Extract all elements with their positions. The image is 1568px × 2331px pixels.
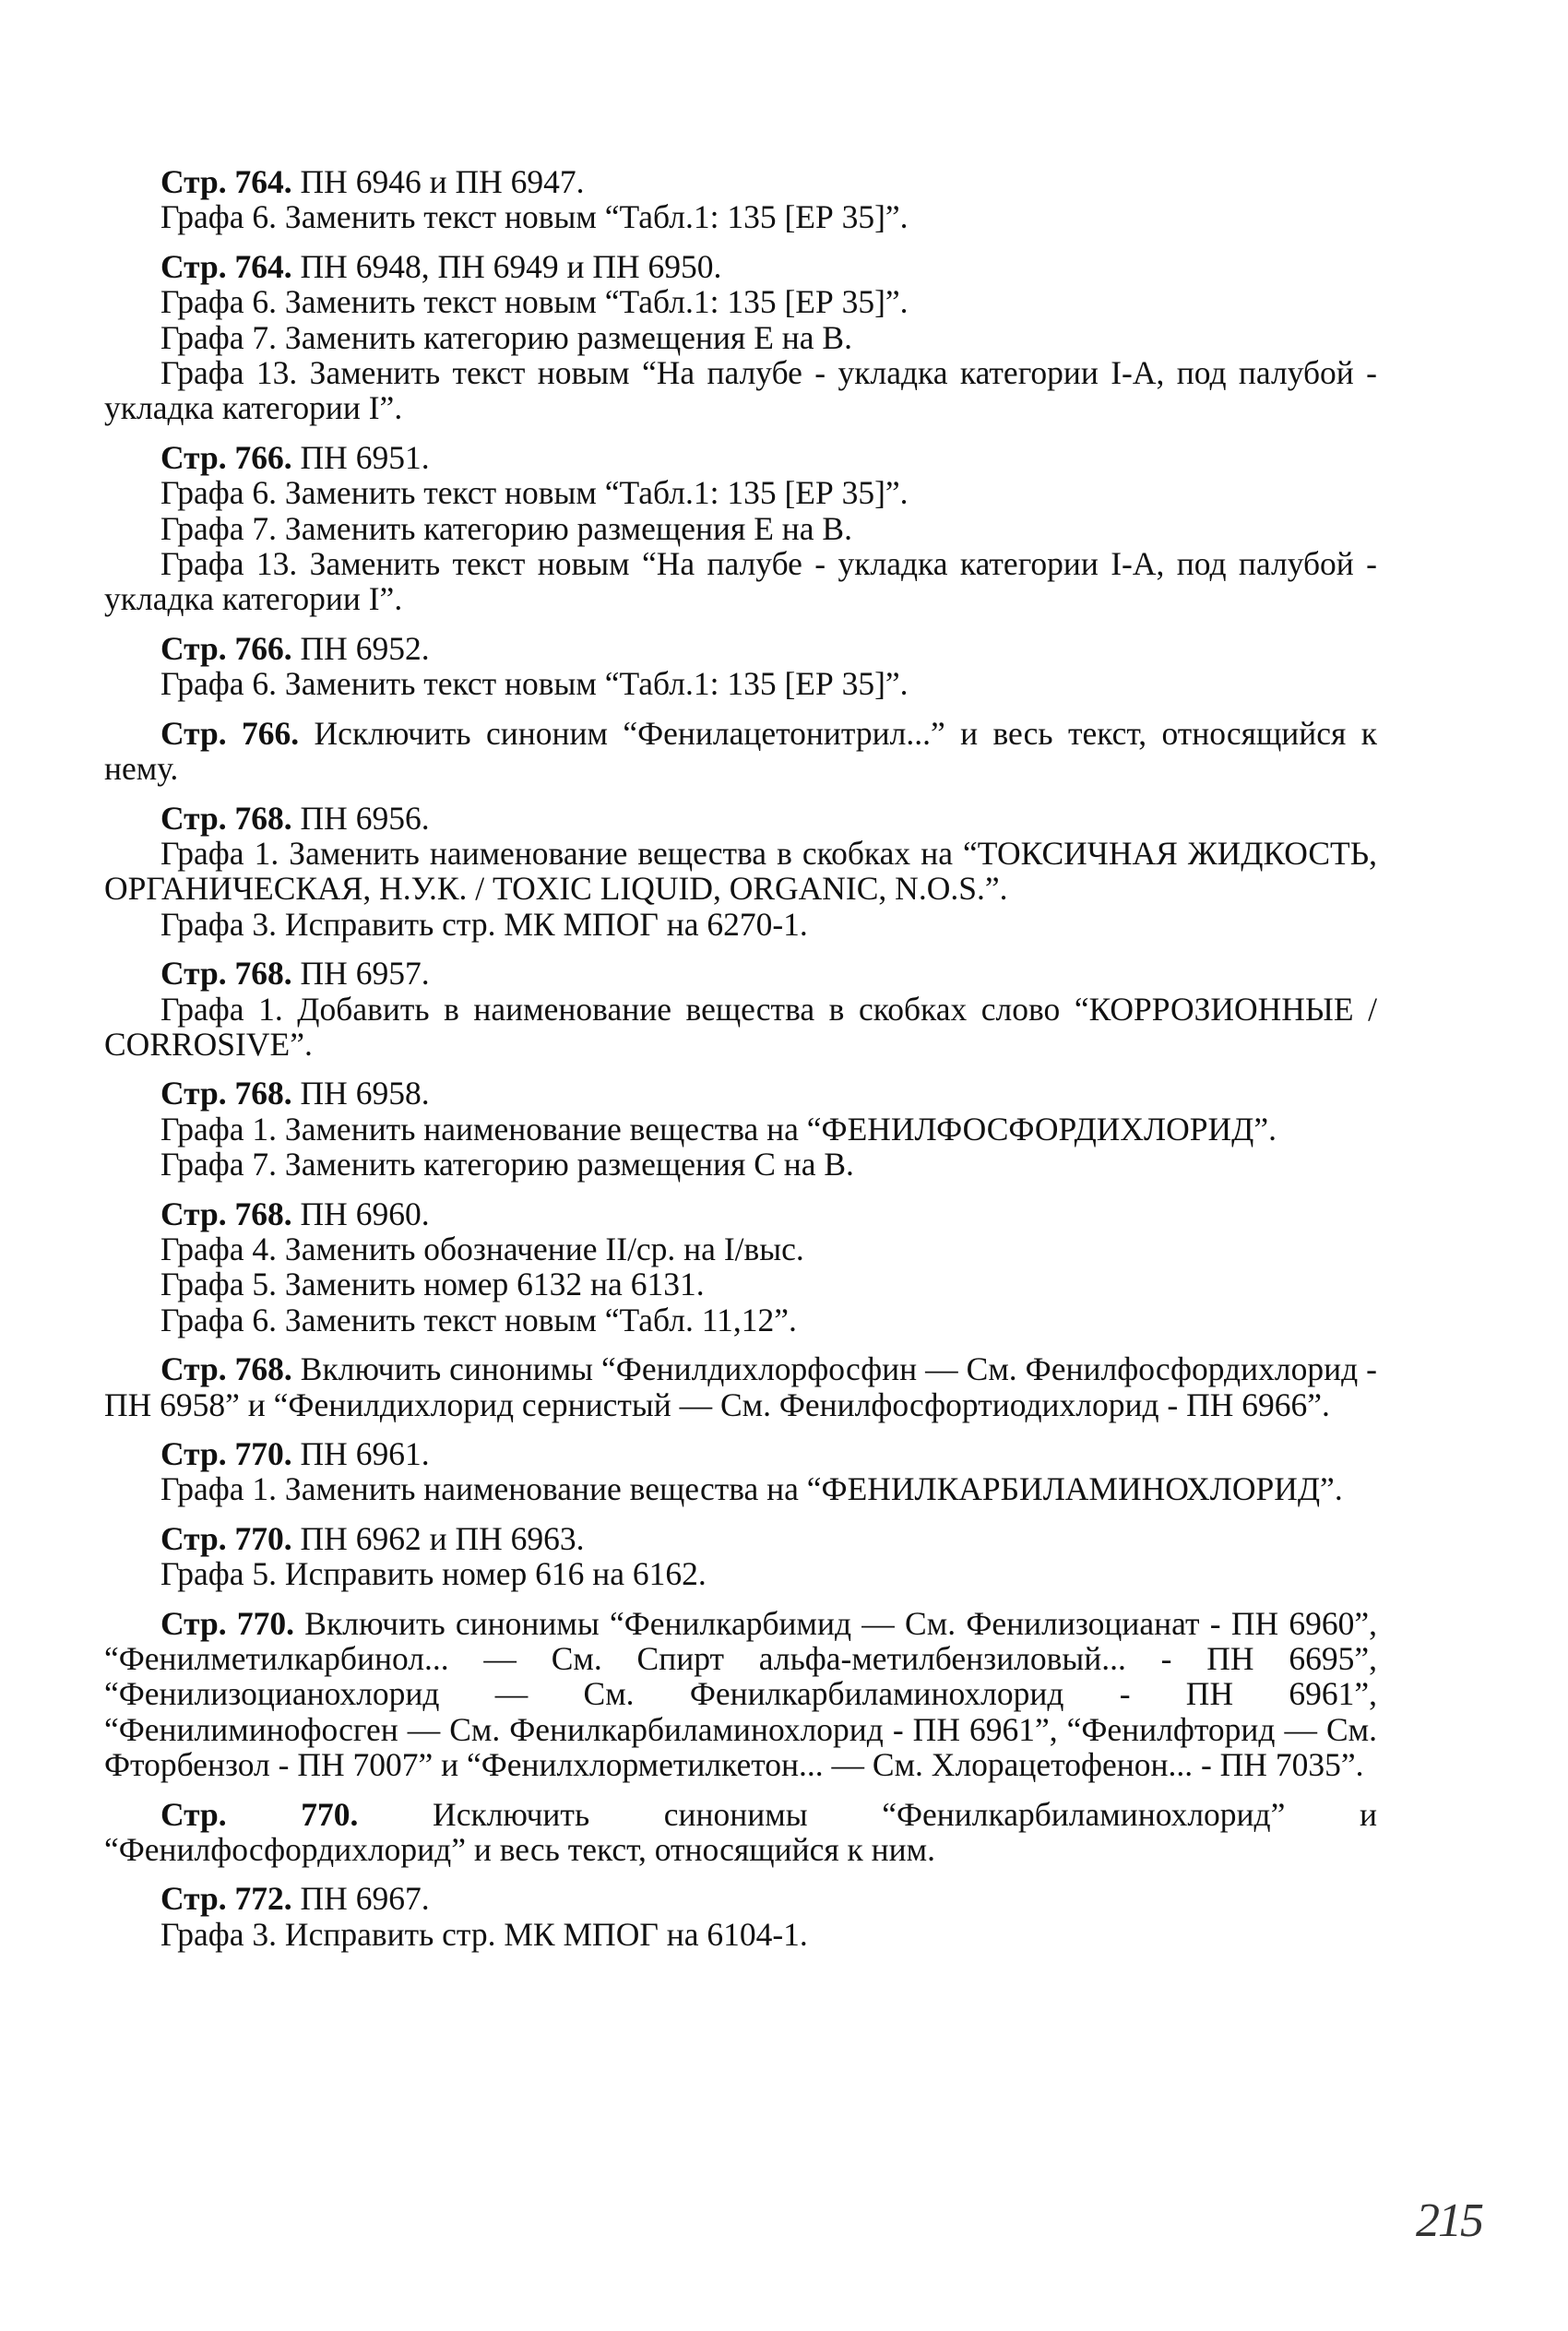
column-instruction: Графа 1. Заменить наименование вещества на “ФЕНИЛФОСФОРДИХЛОРИД”.	[160, 1110, 1277, 1148]
entry-text: ПН 6960.	[291, 1195, 430, 1232]
column-instruction: Графа 7. Заменить категорию размещения С на В.	[160, 1146, 854, 1183]
page-reference: Стр. 766.	[160, 714, 300, 752]
page-reference: Стр. 766.	[160, 438, 292, 476]
entry-heading	[104, 1797, 1377, 1868]
entry-text: ПН 6956.	[291, 799, 430, 837]
entry-text: ПН 6946 и ПН 6947.	[291, 163, 585, 200]
amendment-entry	[104, 1351, 1377, 1422]
page-reference: Стр. 768.	[160, 955, 292, 993]
page-reference: Стр. 766.	[160, 629, 292, 667]
column-instruction: Графа 6. Заменить текст новым “Табл.1: 135 [ЕР 35]”.	[160, 198, 909, 236]
page-reference: Стр. 764.	[160, 163, 292, 200]
column-instruction: Графа 13. Заменить текст новым “На палубе - укладка категории I-А, под палубой - укладка категории I”.	[104, 545, 1377, 618]
document-body	[104, 164, 1377, 1966]
entry-heading	[104, 1436, 1377, 1471]
entry-text: ПН 6962 и ПН 6963.	[291, 1519, 585, 1557]
column-instruction: Графа 3. Исправить стр. МК МПОГ на 6104-1.	[160, 1915, 808, 1953]
entry-text: Включить синонимы “Фенилдихлорфосфин — См. Фенилфосфордихлорид - ПН 6958” и “Фенилдихлорид сернистый — См. Фенилфосфортиодихлорид - ПН 6966”.	[104, 1350, 1377, 1423]
column-instruction: Графа 4. Заменить обозначение II/ср. на I/выс.	[160, 1230, 804, 1267]
entry-text: ПН 6967.	[291, 1880, 430, 1918]
column-instruction: Графа 1. Заменить наименование вещества в скобках на “ТОКСИЧНАЯ ЖИДКОСТЬ, ОРГАНИЧЕСКАЯ, Н.У.К. / TOXIC LIQUID, ORGANIC, N.O.S.”.	[104, 834, 1377, 908]
column-instruction: Графа 6. Заменить текст новым “Табл.1: 135 [ЕР 35]”.	[160, 665, 909, 703]
amendment-entry	[104, 1076, 1377, 1182]
entry-text: ПН 6957.	[291, 955, 430, 993]
entry-heading	[104, 249, 1377, 284]
page-reference: Стр. 770.	[160, 1435, 292, 1472]
column-instruction: Графа 7. Заменить категорию размещения Е на В.	[160, 509, 852, 547]
amendment-entry	[104, 1606, 1377, 1783]
column-instruction: Графа 7. Заменить категорию размещения Е на В.	[160, 318, 852, 356]
amendment-entry	[104, 440, 1377, 617]
page-reference: Стр. 770.	[160, 1795, 359, 1833]
entry-heading	[104, 1606, 1377, 1783]
amendment-entry	[104, 716, 1377, 787]
page-reference: Стр. 770.	[160, 1519, 292, 1557]
entry-heading	[104, 1351, 1377, 1422]
entry-heading	[104, 1196, 1377, 1231]
page-reference: Стр. 770.	[160, 1604, 295, 1642]
entry-heading	[104, 956, 1377, 991]
entry-heading	[104, 631, 1377, 666]
amendment-entry	[104, 249, 1377, 426]
entry-heading	[104, 1521, 1377, 1556]
column-instruction: Графа 5. Исправить номер 616 на 6162.	[160, 1555, 707, 1593]
entry-heading	[104, 801, 1377, 836]
entry-text: Исключить синоним “Фенилацетонитрил...” и весь текст, относящийся к нему.	[104, 714, 1377, 788]
column-instruction: Графа 6. Заменить текст новым “Табл.1: 135 [ЕР 35]”.	[160, 283, 909, 321]
entry-heading	[104, 440, 1377, 475]
page-reference: Стр. 772.	[160, 1880, 292, 1918]
column-instruction: Графа 5. Заменить номер 6132 на 6131.	[160, 1266, 705, 1303]
page-number: 215	[1416, 2194, 1482, 2247]
entry-heading	[104, 1881, 1377, 1916]
page-reference: Стр. 768.	[160, 1195, 292, 1232]
column-instruction: Графа 1. Заменить наименование вещества на “ФЕНИЛКАРБИЛАМИНОХЛОРИД”.	[160, 1470, 1343, 1508]
entry-heading	[104, 1076, 1377, 1111]
entry-text: Исключить синонимы “Фенилкарбиламинохлорид” и “Фенилфосфордихлорид” и весь текст, относящийся к ним.	[104, 1795, 1377, 1869]
entry-heading	[104, 716, 1377, 787]
amendment-entry	[104, 1881, 1377, 1952]
column-instruction: Графа 3. Исправить стр. МК МПОГ на 6270-1.	[160, 905, 808, 943]
entry-text: ПН 6961.	[291, 1435, 430, 1472]
entry-text: ПН 6952.	[291, 629, 430, 667]
page-reference: Стр. 768.	[160, 799, 292, 837]
amendment-entry	[104, 801, 1377, 943]
column-instruction: Графа 1. Добавить в наименование вещества в скобках слово “КОРРОЗИОННЫЕ / CORROSIVE”.	[104, 990, 1377, 1063]
amendment-entry	[104, 1196, 1377, 1338]
amendment-entry	[104, 1797, 1377, 1868]
amendment-entry	[104, 164, 1377, 235]
amendment-entry	[104, 1521, 1377, 1592]
entry-text: ПН 6958.	[291, 1075, 430, 1112]
page-reference: Стр. 764.	[160, 247, 292, 285]
entry-text: ПН 6951.	[291, 438, 430, 476]
entry-heading	[104, 164, 1377, 199]
column-instruction: Графа 6. Заменить текст новым “Табл.1: 135 [ЕР 35]”.	[160, 474, 909, 512]
entry-text: Включить синонимы “Фенилкарбимид — См. Фенилизоцианат - ПН 6960”, “Фенилметилкарбинол... — См. Спирт альфа-метилбензиловый... - ПН 6695”, “Фенилизоцианохлорид — См. Фенилкарбиламинохлорид - ПН 6961”, “Фенилиминофосген — См. Фенилкарбиламинохлорид - ПН 6961”, “Фенилфторид — См. Фторбензол - ПН 7007” и “Фенилхлорметилкетон... — См. Хлорацетофенон... - ПН 7035”.	[104, 1604, 1377, 1784]
page-reference: Стр. 768.	[160, 1350, 292, 1388]
column-instruction: Графа 6. Заменить текст новым “Табл. 11,12”.	[160, 1301, 797, 1338]
amendment-entry	[104, 1436, 1377, 1507]
amendment-entry	[104, 631, 1377, 702]
entry-text: ПН 6948, ПН 6949 и ПН 6950.	[291, 247, 722, 285]
column-instruction: Графа 13. Заменить текст новым “На палубе - укладка категории I-А, под палубой - укладка категории I”.	[104, 354, 1377, 427]
amendment-entry	[104, 956, 1377, 1062]
page-reference: Стр. 768.	[160, 1075, 292, 1112]
